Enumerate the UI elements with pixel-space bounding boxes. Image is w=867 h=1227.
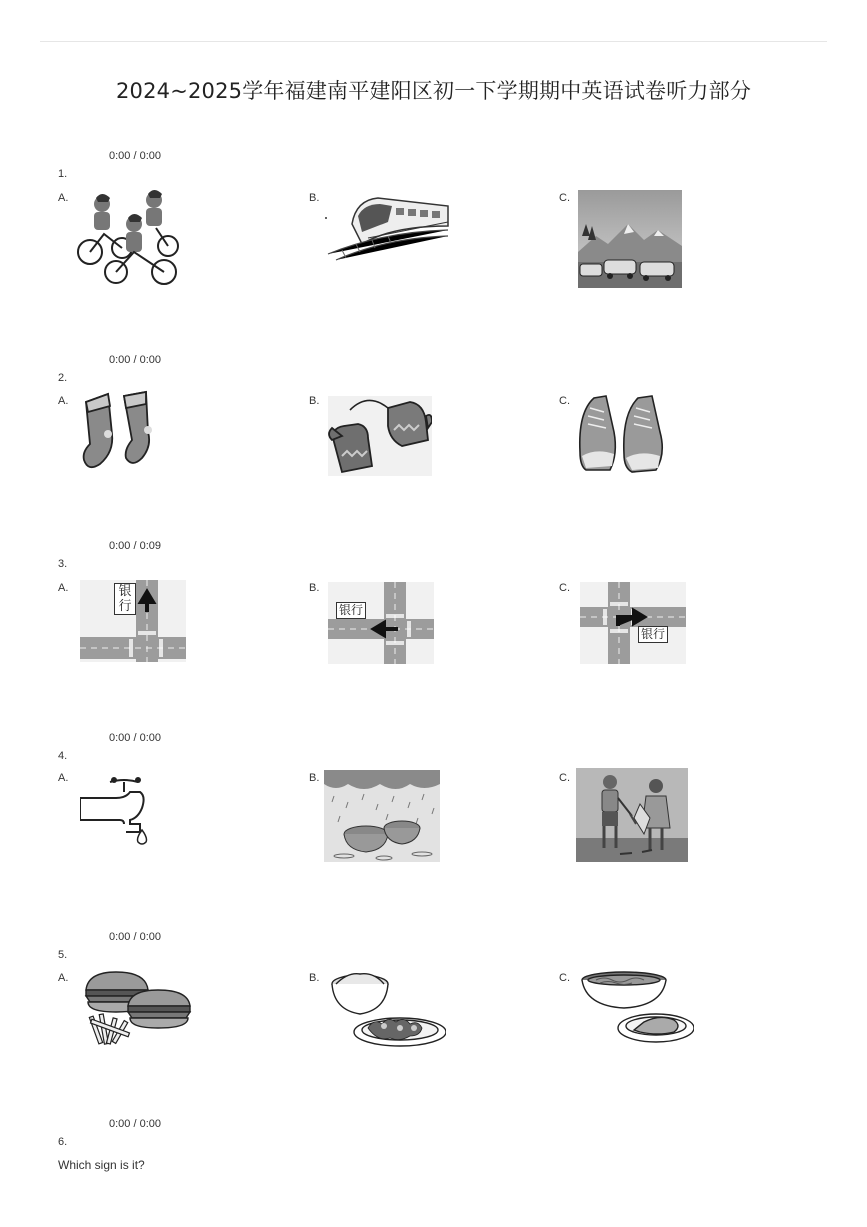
option-b-label: B.	[309, 972, 320, 984]
option-b-label: B.	[309, 582, 320, 594]
option-c-label: C.	[559, 395, 570, 407]
audio-player[interactable]: 0:00 / 0:00	[109, 1118, 161, 1130]
question-number: 5.	[58, 949, 68, 961]
mittens-icon[interactable]	[328, 396, 432, 476]
sneakers-icon[interactable]	[576, 392, 668, 476]
option-a-label: A.	[58, 772, 69, 784]
question-number: 1.	[58, 168, 68, 180]
option-a-label: A.	[58, 395, 69, 407]
kids-cycling-icon[interactable]	[76, 190, 182, 288]
option-a-label: A.	[58, 582, 69, 594]
option-c-label: C.	[559, 772, 570, 784]
audio-player[interactable]: 0:00 / 0:00	[109, 732, 161, 744]
question-number: 4.	[58, 750, 68, 762]
crossroad-straight-icon[interactable]	[80, 580, 186, 662]
option-c-label: C.	[559, 972, 570, 984]
rice-vegetables-icon[interactable]	[328, 970, 446, 1052]
option-a-label: A.	[58, 192, 69, 204]
bank-sign	[114, 583, 136, 615]
burgers-fries-icon[interactable]	[82, 968, 194, 1048]
question-number: 3.	[58, 558, 68, 570]
audio-player[interactable]: 0:00 / 0:00	[109, 150, 161, 162]
cars-mountain-road-icon[interactable]	[578, 190, 682, 288]
page-title: 2024~2025学年福建南平建阳区初一下学期期中英语试卷听力部分	[115, 79, 752, 103]
audio-player[interactable]: 0:00 / 0:00	[109, 354, 161, 366]
train-icon[interactable]	[322, 192, 450, 262]
bank-sign-top: 银	[118, 584, 132, 599]
bank-sign: 银行	[336, 602, 366, 619]
audio-player[interactable]: 0:00 / 0:09	[109, 540, 161, 552]
question-prompt: Which sign is it?	[58, 1158, 145, 1172]
option-c-label: C.	[559, 582, 570, 594]
noodles-chicken-icon[interactable]	[580, 970, 694, 1044]
option-c-label: C.	[559, 192, 570, 204]
rain-basins-icon[interactable]	[324, 770, 440, 862]
crossroad-left-icon[interactable]	[328, 582, 434, 664]
option-b-label: B.	[309, 395, 320, 407]
option-a-label: A.	[58, 972, 69, 984]
bank-sign-bottom: 行	[118, 599, 132, 614]
header-divider	[40, 41, 827, 42]
socks-icon[interactable]	[78, 390, 162, 470]
question-number: 6.	[58, 1136, 68, 1148]
kids-picking-litter-icon[interactable]	[576, 768, 688, 862]
crossroad-right-icon[interactable]	[580, 582, 686, 664]
dripping-tap-icon[interactable]	[80, 776, 160, 846]
bank-sign: 银行	[638, 626, 668, 643]
question-number: 2.	[58, 372, 68, 384]
option-b-label: B.	[309, 192, 320, 204]
option-b-label: B.	[309, 772, 320, 784]
audio-player[interactable]: 0:00 / 0:00	[109, 931, 161, 943]
